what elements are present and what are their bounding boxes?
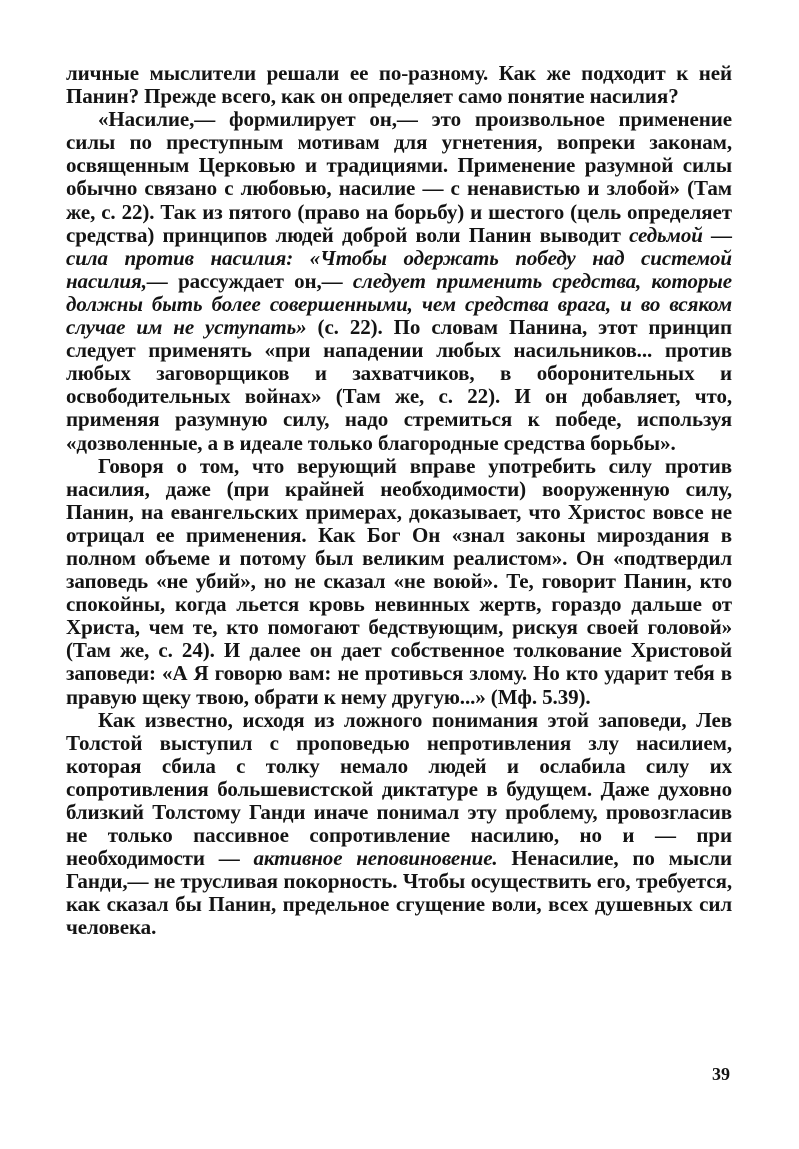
text-segment: личные мыслители решали ее по-разному. Как же подходит к ней Панин? Прежде всего, как он определяет само понятие насилия? — [66, 61, 732, 109]
italic-text-segment: следует применить средства, которые должны быть более совершенными, чем средства врага, и во всяком случае им не уступать» — [66, 268, 732, 340]
paragraph-4 — [66, 709, 732, 940]
page-text — [66, 62, 732, 940]
italic-text-segment: седьмой — сила против насилия: «Чтобы одержать победу над системой насилия,— — [66, 222, 732, 293]
paragraph-3 — [66, 455, 732, 709]
italic-text-segment: активное неповиновение. — [253, 846, 498, 871]
text-segment: рассуждает он,— — [167, 268, 353, 293]
text-segment: Говоря о том, что верующий вправе употребить силу против насилия, даже (при крайней необходимости) вооруженную силу, Панин, на евангельских примерах, доказывает, что Христос вовсе не отрицал ее применения. Как Бог Он «знал законы мироздания в полном объеме и потому был великим реалистом». Он «подтвердил заповедь «не убий», но не сказал «не воюй». Те, говорит Панин, кто спокойны, когда льется кровь невинных жертв, гораздо дальше от Христа, чем те, кто помогают бедствующим, рискуя своей головой» (Там же, с. 24). И далее он дает собственное толкование Христовой заповеди: «А Я говорю вам: не противься злому. Но кто ударит тебя в правую щеку твою, обрати к нему другую...» (Мф. 5.39). — [66, 453, 732, 709]
text-segment: (с. 22). По словам Панина, этот принцип следует применять «при нападении любых насильников... против любых заговорщиков и захватчиков, в оборонительных и освободительных войнах» (Там же, с. 22). И он добавляет, что, применяя разумную силу, надо стремиться к победе, используя «дозволенные, а в идеале только благородные средства борьбы». — [66, 315, 732, 455]
text-segment: Ненасилие, по мысли Ганди,— не трусливая покорность. Чтобы осуществить его, требуется, как сказал бы Панин, предельное сгущение воли, всех душевных сил человека. — [66, 846, 732, 940]
paragraph-1 — [66, 62, 732, 108]
paragraph-2 — [66, 108, 732, 454]
text-segment: Как известно, исходя из ложного понимания этой заповеди, Лев Толстой выступил с проповедью непротивления злу насилием, которая сбила с толку немало людей и ослабила силу их сопротивления большевистской диктатуре в будущем. Даже духовно близкий Толстому Ганди иначе понимал эту проблему, провозгласив не только пассивное сопротивление насилию, но и — при необходимости — — [66, 707, 732, 871]
page-number: 39 — [712, 1064, 730, 1084]
text-segment: «Насилие,— формилирует он,— это произвольное применение силы по преступным мотивам для угнетения, вопреки законам, освященным Церковью и традициями. Применение разумной силы обычно связано с любовью, насилие — с ненавистью и злобой» (Там же, с. 22). Так из пятого (право на борьбу) и шестого (цель определяет средства) принципов людей доброй воли Панин выводит — [66, 107, 732, 247]
